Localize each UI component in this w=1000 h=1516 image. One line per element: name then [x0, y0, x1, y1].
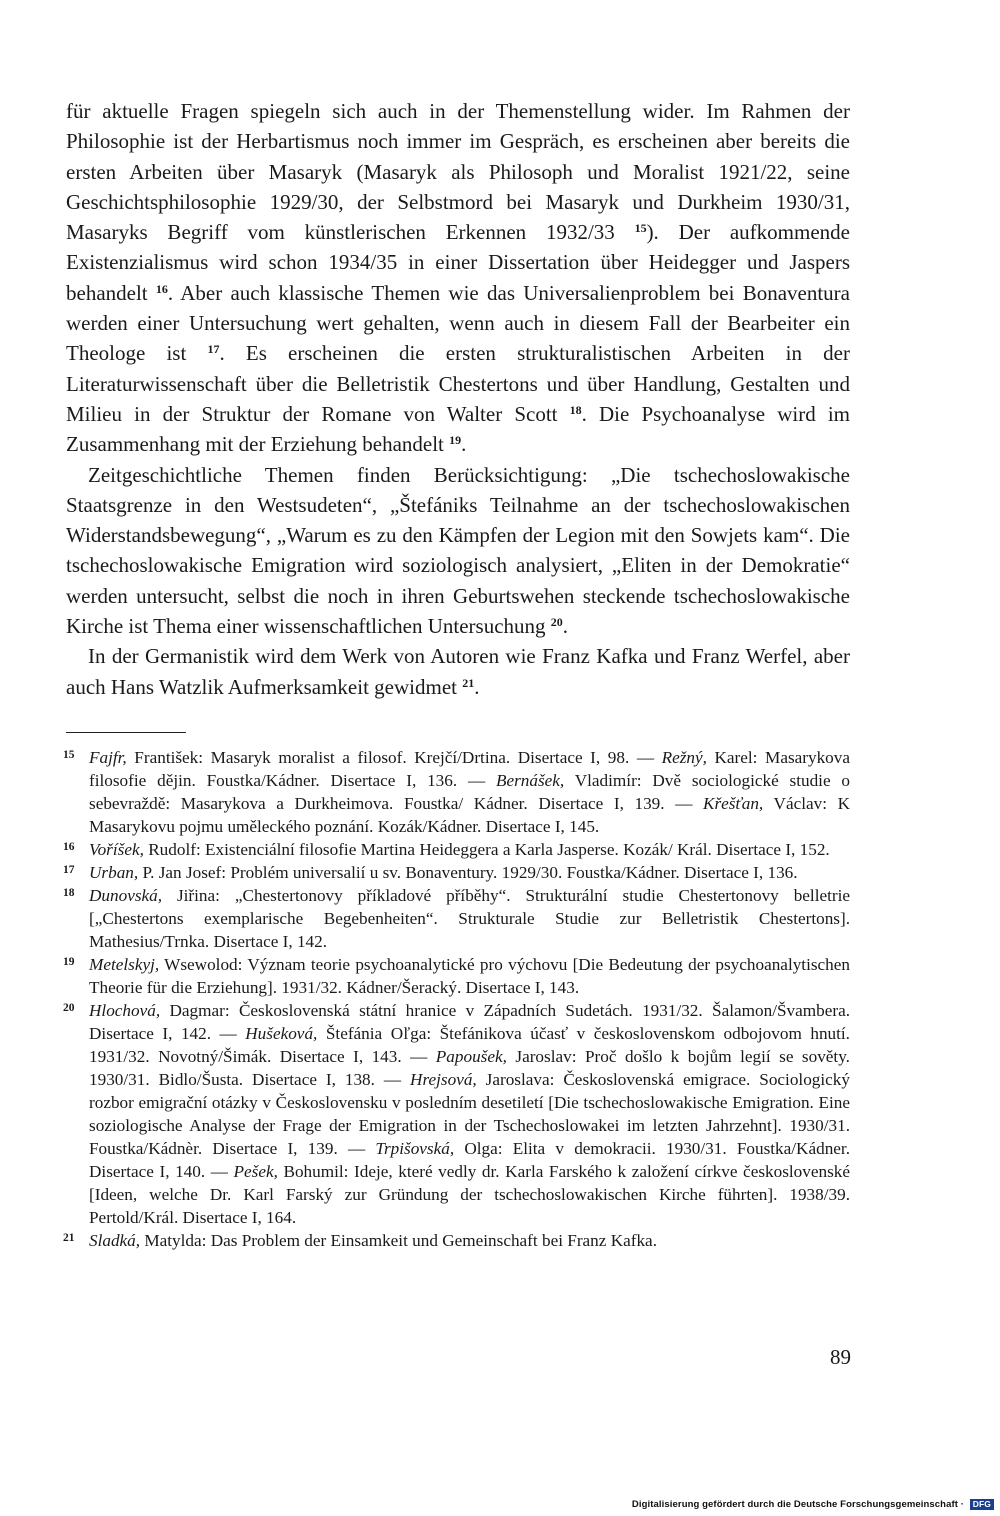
text-run: . Die Psychoanalyse wird im Zusammenhang mit der Erziehung behandelt	[66, 401, 850, 457]
footnote-number: 16	[63, 840, 75, 853]
body-paragraph	[66, 641, 850, 702]
text-run: Zeitgeschichtliche Themen finden Berücksichtigung: „Die tschechoslowakische Staatsgrenze in den Westsudeten“, „Štefániks Teilnahme an der tschechoslowakischen Widerstandsbewegung“, „Warum es zu den Kämpfen der Legion mit den Sowjets kam“. Die tschechoslowakische Emigration wird soziologisch analysiert, „Eliten in der Demokratie“ werden untersucht, selbst die noch in ihren Geburtswehen steckende tschechoslowakische Kirche ist Thema einer wissenschaftlichen Untersuchung	[66, 462, 850, 639]
text-run: In der Germanistik wird dem Werk von Autoren wie Franz Kafka und Franz Werfel, aber auch Hans Watzlik Aufmerksamkeit gewidmet	[66, 644, 850, 699]
footnote-reference: 16	[155, 281, 168, 296]
author-name: Metelskyj,	[89, 954, 160, 974]
footnotes	[63, 746, 850, 1252]
text-run: .	[474, 674, 480, 699]
author-name: Urban,	[89, 862, 139, 882]
text-run: . Es erscheinen die ersten strukturalistischen Arbeiten in der Literaturwissenschaft über die Belletristik Chestertons und über Handlung, Gestalten und Milieu in der Struktur der Romane von Walter Scott	[66, 341, 850, 426]
author-name: Bernášek,	[495, 770, 565, 790]
footnote-text	[89, 863, 798, 882]
text-run: Rudolf: Existenciální filosofie Martina Heideggera a Karla Jasperse. Kozák/ Král. Disertace I, 152.	[143, 839, 830, 859]
page-number: 89	[830, 1345, 851, 1369]
author-name: Hušeková,	[245, 1023, 318, 1043]
text-run: . Aber auch klassische Themen wie das Universalienproblem bei Bonaventura werden einer Untersuchung wert gehalten, wenn auch in diesem Fall der Bearbeiter ein Theologe ist	[66, 280, 850, 366]
author-name: Papoušek,	[435, 1046, 507, 1066]
digitization-credit	[632, 1499, 994, 1510]
text-run: P. Jan Josef: Problém universalií u sv. Bonaventury. 1929/30. Foustka/Kádner. Disertace I, 136.	[138, 862, 798, 882]
text-run: Dagmar: Československá státní hranice v Západních Sudetách. 1931/32. Šalamon/Švambera. Disertace I, 142. —	[89, 1000, 850, 1043]
footnote	[63, 861, 850, 884]
text-run: Vladimír: Dvě sociologické studie o sebevraždě: Masarykova a Durkheimova. Foustka/ Kádner. Disertace I, 139. —	[89, 770, 850, 813]
footnote-reference: 19	[449, 433, 462, 448]
footnote-number: 21	[63, 1231, 75, 1244]
footnote-text	[89, 1001, 850, 1227]
footnote-number: 17	[63, 863, 75, 876]
credit-text: Digitalisierung gefördert durch die Deutsche Forschungsgemeinschaft	[631, 1499, 958, 1510]
text-run: Matylda: Das Problem der Einsamkeit und Gemeinschaft bei Franz Kafka.	[140, 1230, 657, 1250]
footnote-reference: 20	[550, 615, 563, 630]
text-run: Václav: K Masarykovu pojmu uměleckého poznání. Kozák/Kádner. Disertace I, 145.	[89, 793, 850, 836]
footnote-reference: 15	[634, 221, 647, 236]
footnote-text	[89, 886, 850, 951]
text-run: .	[461, 432, 467, 457]
footnote-number: 15	[63, 748, 75, 761]
footnote-reference: 18	[569, 402, 582, 417]
text-run: Jaroslav: Proč došlo k bojům legií se sověty. 1930/31. Bidlo/Šusta. Disertace I, 138. —	[89, 1046, 850, 1089]
text-run: für aktuelle Fragen spiegeln sich auch in der Themenstellung wider. Im Rahmen der Philosophie ist der Herbartismus noch immer im Gespräch, es erscheinen aber bereits die ersten Arbeiten über Masaryk (Masaryk als Philosoph und Moralist 1921/22, seine Geschichtsphilosophie 1929/30, der Selbstmord bei Masaryk und Durkheim 1930/31, Masaryks Begriff vom künstlerischen Erkennen 1932/33	[66, 99, 850, 245]
footnote-number: 20	[63, 1001, 75, 1014]
author-name: Režný,	[661, 747, 707, 767]
text-run: Wsewolod: Význam teorie psychoanalytické pro výchovu [Die Bedeutung der psychoanalytischen Theorie für die Erziehung]. 1931/32. Kádner/Šeracký. Disertace I, 143.	[89, 954, 850, 997]
text-run: Jaroslava: Československá emigrace. Sociologický rozbor emigrační otázky v Československu v posledním desetiletí [Die tschechoslowakische Emigration. Eine soziologische Analyse der Frage der Emigration in der Tschechoslowakei im letzten Jahrzehnt]. 1930/31. Foustka/Kádnèr. Disertace I, 139. —	[89, 1069, 850, 1158]
text-run: Karel: Masarykova filosofie dějin. Foustka/Kádner. Disertace I, 136. —	[89, 747, 850, 790]
footnote-divider	[66, 732, 186, 733]
dfg-logo: DFG	[970, 1499, 994, 1510]
footnote	[63, 1229, 850, 1252]
footnote-text	[89, 748, 850, 836]
footnote-number: 18	[63, 886, 75, 899]
footnote-reference: 17	[207, 342, 220, 357]
text-run: Jiřina: „Chestertonovy příkladové příběhy“. Strukturální studie Chestertonovy belletrie [„Chestertons exemplarische Begebenheiten“. Strukturale Studie zur Belletristik Chestertons]. Mathesius/Trnka. Disertace I, 142.	[89, 885, 850, 951]
text-run: František: Masaryk moralist a filosof. Krejčí/Drtina. Disertace I, 98. —	[126, 747, 662, 767]
author-name: Dunovská,	[89, 885, 163, 905]
author-name: Sladká,	[89, 1230, 141, 1250]
footnote	[63, 838, 850, 861]
text-run: Štefánia Oľga: Štefánikova účasť v československom odbojovom hnutí. 1931/32. Novotný/Šimák. Disertace I, 143. —	[89, 1023, 850, 1066]
text-run: .	[562, 614, 569, 639]
footnote-text	[89, 955, 850, 997]
text-run: Bohumil: Ideje, které vedly dr. Karla Farského k založení církve československé [Ideen, welche Dr. Karl Farský zur Gründung der tschechoslowakischen Kirche führten]. 1938/39. Pertold/Král. Disertace I, 164.	[89, 1161, 850, 1227]
author-name: Hlochová,	[89, 1000, 161, 1020]
page-content	[63, 96, 850, 1252]
footnote	[63, 953, 850, 999]
credit-separator: ·	[960, 1499, 964, 1510]
author-name: Fajfr,	[89, 747, 127, 767]
footnote	[63, 884, 850, 953]
footnote	[63, 999, 850, 1229]
footnote-text	[89, 1231, 657, 1250]
footnote-text	[89, 840, 830, 859]
author-name: Trpišovská,	[375, 1138, 455, 1158]
author-name: Pešek,	[233, 1161, 278, 1181]
main-text	[66, 96, 850, 702]
footnote	[63, 746, 850, 838]
footnote-reference: 21	[462, 675, 475, 690]
body-paragraph	[66, 460, 850, 642]
text-run: Olga: Elita v demokracii. 1930/31. Foustka/Kádner. Disertace I, 140. —	[89, 1138, 850, 1181]
footnote-number: 19	[63, 955, 75, 968]
author-name: Voříšek,	[89, 839, 144, 859]
author-name: Hrejsová,	[410, 1069, 477, 1089]
body-paragraph	[66, 96, 850, 460]
text-run: ). Der aufkommende Existenzialismus wird schon 1934/35 in einer Dissertation über Heidegger und Jaspers behandelt	[66, 220, 850, 305]
author-name: Křešťan,	[703, 793, 764, 813]
